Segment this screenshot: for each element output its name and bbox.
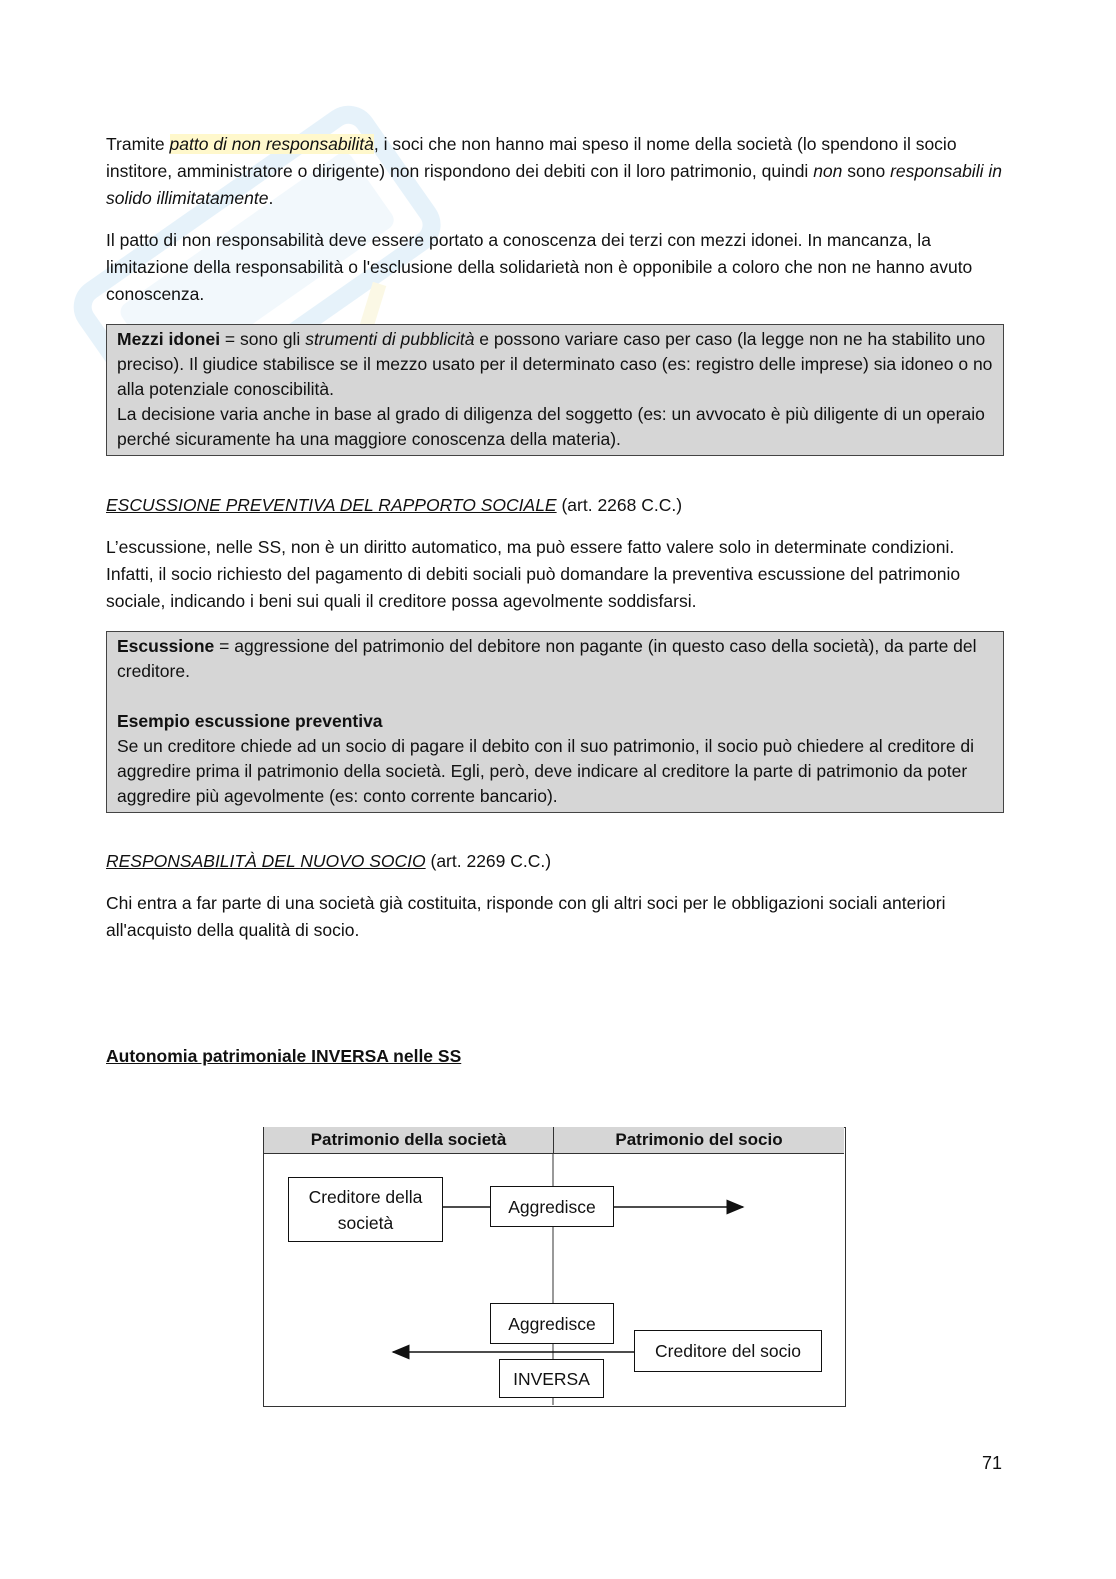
definition-box-mezzi-idonei: Mezzi idonei = sono gli strumenti di pubblicità e possono variare caso per caso (la legge non ne ha stabilito uno preciso). Il giudice stabilisce se il mezzo usato per il determinato caso (es: registro delle imprese) sia idoneo o no alla potenziale conoscibilità. La decisione varia anche in base al grado di diligenza del soggetto (es: un avvocato è più diligente di un operaio perché sicuramente ha una maggiore conoscenza della materia). — [106, 324, 1004, 456]
attack-box-top: Aggredisce — [490, 1186, 614, 1227]
definition-box-escussione: Escussione = aggressione del patrimonio del debitore non pagante (in questo caso della società), da parte del creditore. Esempio escussione preventiva Se un creditore chiede ad un socio di pagare il debito con il suo patrimonio, il socio può chiedere al creditore di aggredire prima il patrimonio della società. Egli, però, deve indicare al creditore la parte di patrimonio da poter aggredire più agevolmente (es: conto corrente bancario). — [106, 631, 1004, 813]
diagram-header-partner: Patrimonio del socio — [554, 1127, 844, 1154]
box-term: Mezzi idonei — [117, 329, 221, 349]
section-body-nuovo-socio: Chi entra a far parte di una società già costituita, risponde con gli altri soci per le obbligazioni sociali anteriori all'acquisto della qualità di socio. — [106, 893, 946, 940]
attack-box-bottom: Aggredisce — [490, 1303, 614, 1344]
section-heading-escussione: ESCUSSIONE PREVENTIVA DEL RAPPORTO SOCIALE (art. 2268 C.C.) — [106, 495, 683, 515]
inverse-label-box: INVERSA — [499, 1359, 604, 1398]
example-title: Esempio escussione preventiva — [117, 711, 383, 731]
emphasis-patto: patto di non responsabilità — [169, 134, 374, 154]
box-term: Escussione — [117, 636, 215, 656]
section-body-escussione: L’escussione, nelle SS, non è un diritto automatico, ma può essere fatto valere solo in determinate condizioni. Infatti, il socio richiesto del pagamento di debiti sociali può domandare la preventiva escussione del patrimonio sociale, indicando i beni sui quali il creditore possa agevolmente soddisfarsi. — [106, 537, 961, 611]
creditor-partner-box: Creditore del socio — [634, 1330, 822, 1372]
intro-paragraph-2: Il patto di non responsabilità deve essere portato a conoscenza dei terzi con mezzi idonei. In mancanza, la limitazione della responsabilità o l'esclusione della solidarietà non è opponibile a coloro che non ne hanno avuto conoscenza. — [106, 230, 973, 304]
section-heading-autonomia: Autonomia patrimoniale INVERSA nelle SS — [106, 1046, 462, 1066]
autonomia-inversa-diagram — [263, 1127, 846, 1407]
page-number: 71 — [982, 1453, 1003, 1473]
creditor-company-box: Creditore della società — [288, 1177, 443, 1242]
intro-paragraph-1: Tramite patto di non responsabilità, i soci che non hanno mai speso il nome della società (lo spendono il socio institore, amministratore o dirigente) non rispondono dei debiti con il loro patrimonio, quindi non sono responsabili in solido illimitatamente. — [106, 134, 1002, 208]
section-heading-nuovo-socio: RESPONSABILITÀ DEL NUOVO SOCIO (art. 2269 C.C.) — [106, 851, 552, 871]
diagram-header-society: Patrimonio della società — [264, 1127, 554, 1154]
